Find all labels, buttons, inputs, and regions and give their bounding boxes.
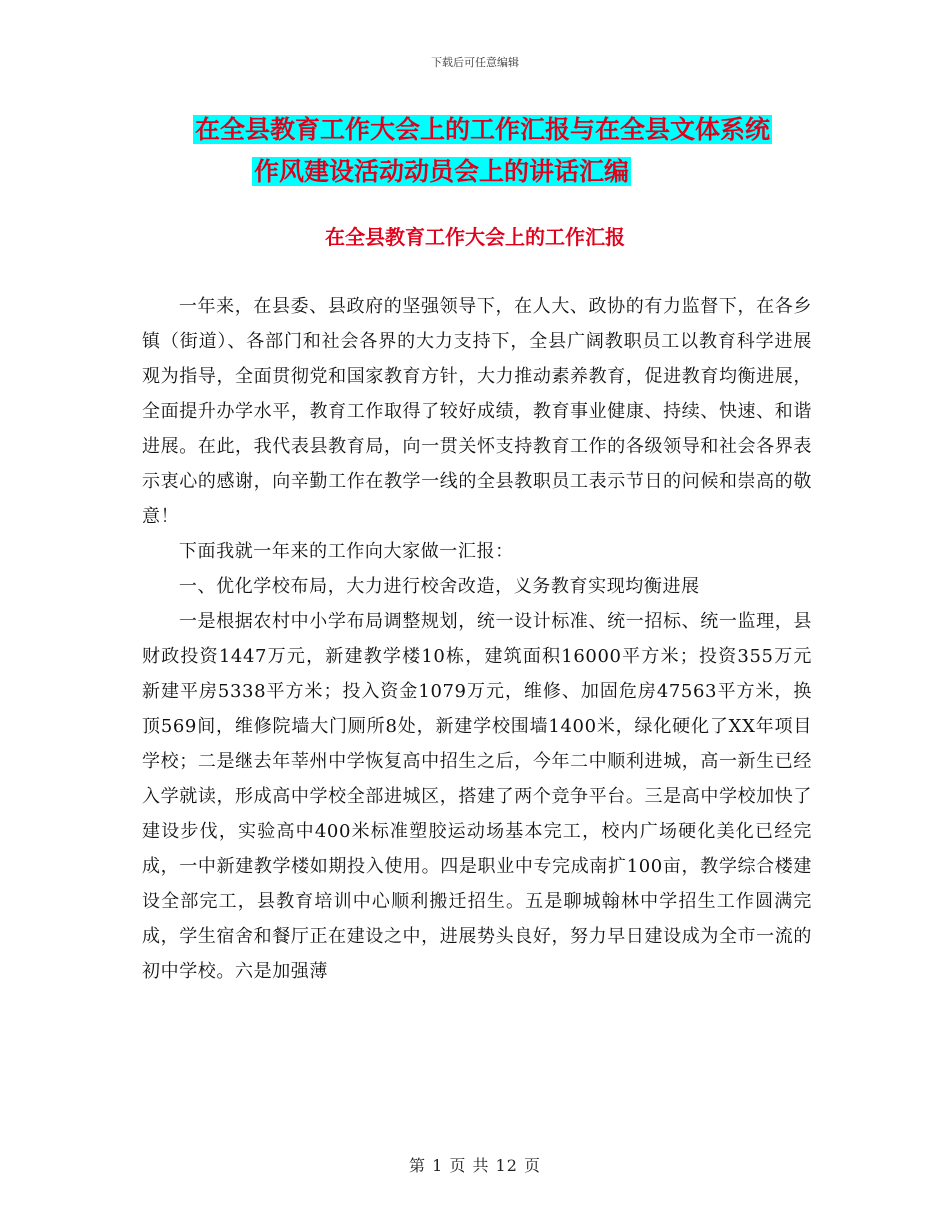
document-title-line-1 [193, 110, 772, 150]
document-title-line-2 [252, 152, 631, 192]
paragraph: 一年来，在县委、县政府的坚强领导下，在人大、政协的有力监督下，在各乡镇（街道）、各部门和社会各界的大力支持下，全县广阔教职员工以教育科学进展观为指导，全面贯彻党和国家教育方针，大力推动素养教育，促进教育均衡进展，全面提升办学水平，教育工作取得了较好成绩，教育事业健康、持续、快速、和谐进展。在此，我代表县教育局，向一贯关怀支持教育工作的各级领导和社会各界表示衷心的感谢，向辛勤工作在教学一线的全县教职员工表示节日的问候和崇高的敬意！ [142, 296, 812, 527]
section-title: 在全县教育工作大会上的工作汇报 [325, 225, 625, 249]
title-line-2-text: 作风建设活动动员会上的讲话汇编 [254, 157, 630, 186]
paragraph: 一是根据农村中小学布局调整规划，统一设计标准、统一招标、统一监理，县财政投资1447万元，新建教学楼10栋，建筑面积16000平方米；投资355万元新建平房5338平方米；投入资金1079万元，维修、加固危房47563平方米，换顶569间，维修院墙大门厕所8处，新建学校围墙1400米，绿化硬化了XX年项目学校；二是继去年莘州中学恢复高中招生之后，今年二中顺利进城，高一新生已经入学就读，形成高中学校全部进城区，搭建了两个竞争平台。三是高中学校加快了建设步伐，实验高中400米标准塑胶运动场基本完工，校内广场硬化美化已经完成，一中新建教学楼如期投入使用。四是职业中专完成南扩100亩，教学综合楼建设全部完工，县教育培训中心顺利搬迁招生。五是聊城翰林中学招生工作圆满完成，学生宿舍和餐厅正在建设之中，进展势头良好，努力早日建设成为全市一流的初中学校。六是加强薄 [142, 611, 812, 982]
paragraph: 下面我就一年来的工作向大家做一汇报： [178, 541, 514, 562]
body-text [142, 289, 812, 989]
page-footer: 第 1 页 共 12 页 [409, 1156, 541, 1175]
paragraph: 一、优化学校布局，大力进行校舍改造，义务教育实现均衡进展 [178, 576, 700, 597]
title-line-1-text: 在全县教育工作大会上的工作汇报与在全县文体系统 [195, 115, 771, 144]
header-note: 下载后可任意编辑 [431, 56, 519, 69]
